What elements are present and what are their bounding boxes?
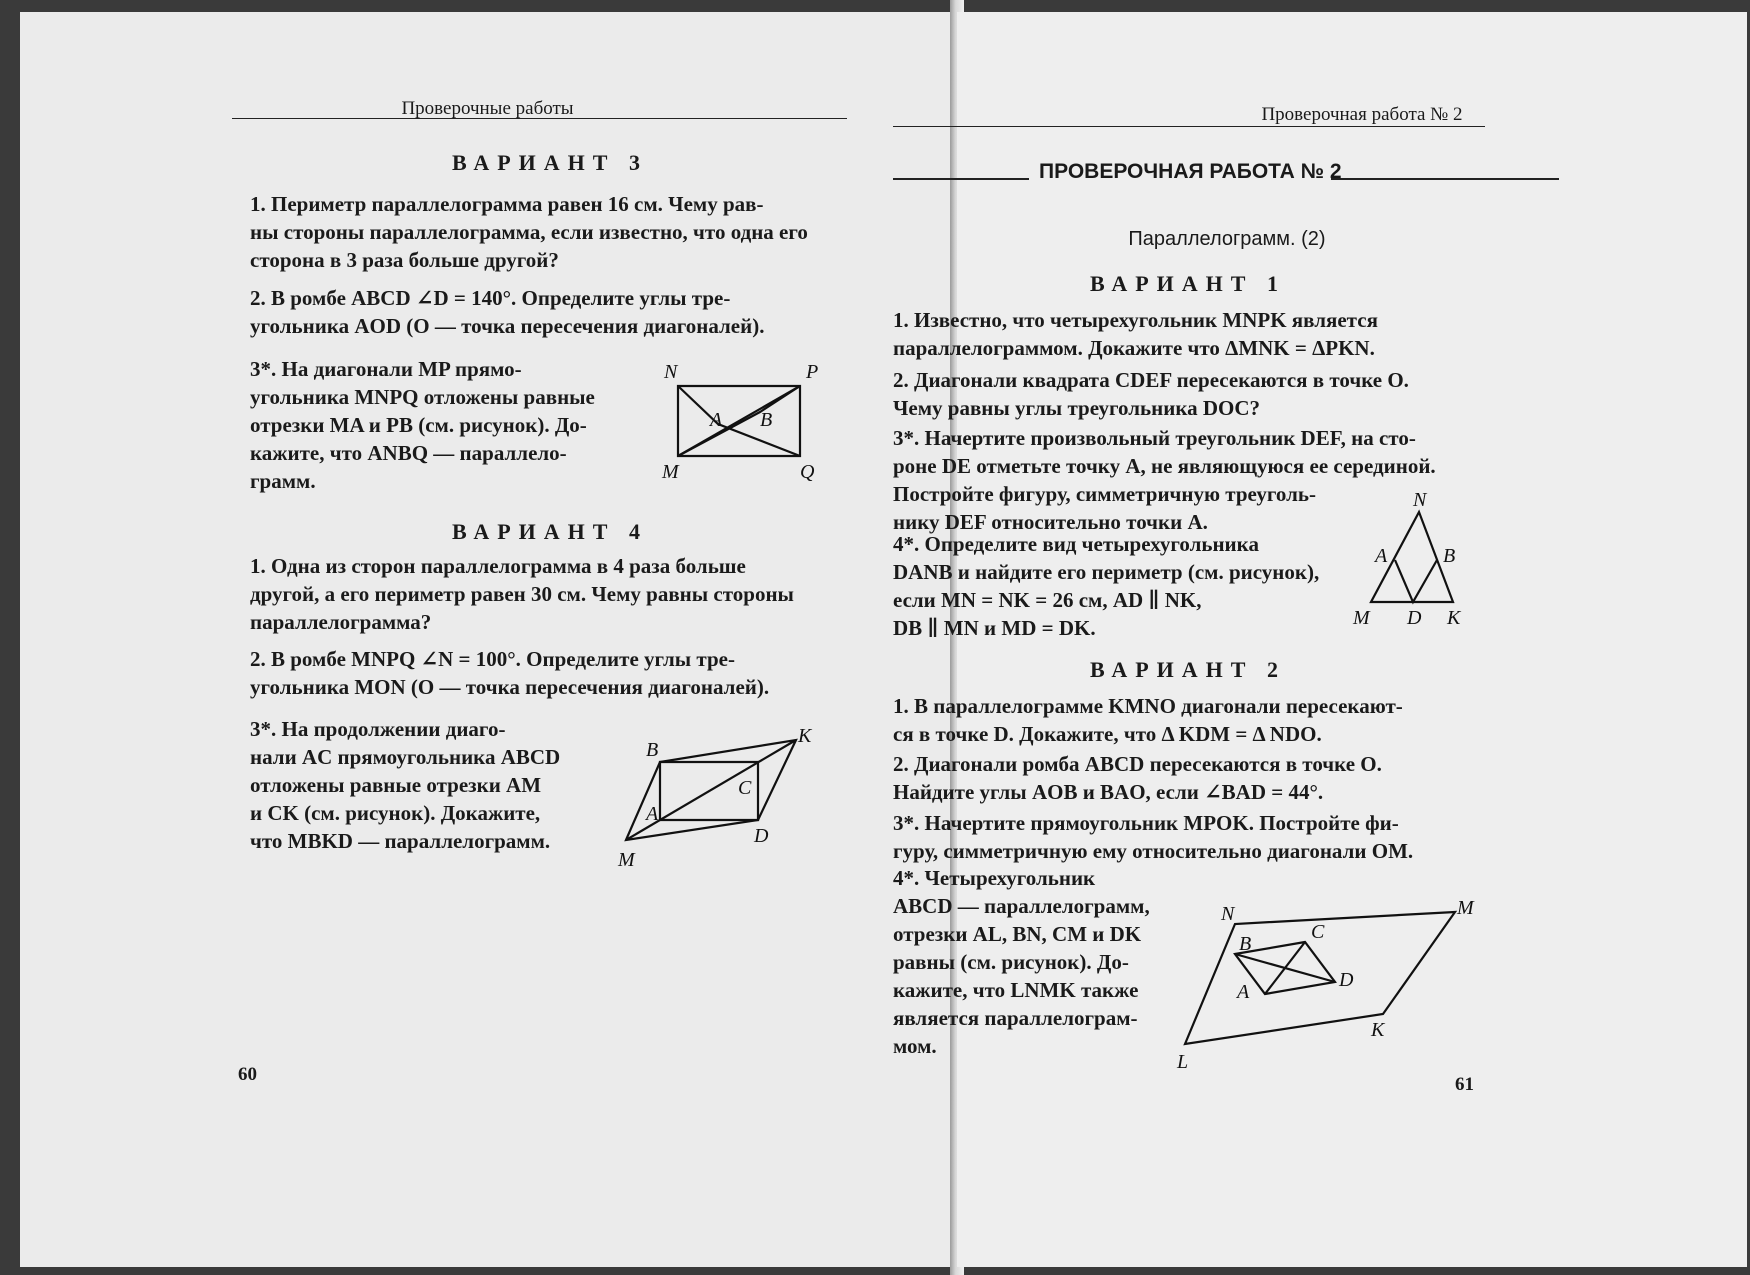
v3-p3-line: 3*. На диагонали MP прямо- xyxy=(250,357,522,381)
r-v1-problem1 xyxy=(893,306,1378,362)
v4-p3-line: что MBKD — параллелограмм. xyxy=(250,829,551,853)
r-v2-p3-line: гуру, симметричную ему относительно диагонали OM. xyxy=(893,839,1414,863)
r-v2-problem2 xyxy=(893,750,1382,806)
left-page xyxy=(20,12,955,1267)
v3-p3-line: угольника MNPQ отложены равные xyxy=(250,385,595,409)
label-k: K xyxy=(1447,607,1461,629)
r-v2-problem1 xyxy=(893,692,1403,748)
v3-p3-line: отрезки MA и PB (см. рисунок). До- xyxy=(250,413,587,437)
r-v2-p4-line: ABCD — параллелограмм, xyxy=(893,894,1150,918)
left-page-number: 60 xyxy=(238,1064,257,1085)
r-v1-p1-line: 1. Известно, что четырехугольник MNPK является xyxy=(893,308,1378,332)
label-c: C xyxy=(738,777,752,799)
v4-figure-rectangle-abcd xyxy=(608,720,843,880)
r-v1-p1-line: параллелограммом. Докажите что ΔMNK = ΔPKN. xyxy=(893,336,1375,360)
label-k: K xyxy=(798,725,812,747)
v4-p1-line: 1. Одна из сторон параллелограмма в 4 раза больше xyxy=(250,554,746,578)
label-a: A xyxy=(646,803,659,825)
label-l: L xyxy=(1177,1051,1189,1073)
r-v2-p2-line: 2. Диагонали ромба ABCD пересекаются в точке O. xyxy=(893,752,1382,776)
label-b: B xyxy=(646,739,659,761)
label-b: B xyxy=(1443,545,1456,567)
label-b: B xyxy=(760,409,773,431)
variant3-title: ВАРИАНТ 3 xyxy=(452,150,648,175)
r-v2-p1-line: 1. В параллелограмме KMNO диагонали пересекают- xyxy=(893,694,1403,718)
v4-problem2 xyxy=(250,645,769,701)
v4-problem3 xyxy=(250,715,560,855)
v3-figure-rectangle-mnpq xyxy=(660,352,855,482)
label-n: N xyxy=(1221,903,1235,925)
v3-p3-line: кажите, что ANBQ — параллело- xyxy=(250,441,567,465)
label-d: D xyxy=(1339,969,1354,991)
left-header: Проверочные работы xyxy=(401,98,574,119)
v3-p2-line: угольника AOD (O — точка пересечения диагоналей). xyxy=(250,314,765,338)
r-v2-problem4 xyxy=(893,864,1150,1060)
r-v2-p2-line: Найдите углы AOB и BAO, если ∠BAD = 44°. xyxy=(893,780,1324,804)
r-v1-problem2 xyxy=(893,366,1409,422)
r-v2-p4-line: мом. xyxy=(893,1034,937,1058)
label-m: M xyxy=(662,461,679,483)
v4-p3-line: 3*. На продолжении диаго- xyxy=(250,717,506,741)
right-page-number: 61 xyxy=(1455,1074,1474,1095)
right-header-rule xyxy=(893,126,1485,127)
r-v2-p1-line: ся в точке D. Докажите, что Δ KDM = Δ NDO. xyxy=(893,722,1322,746)
segments-adb xyxy=(1395,560,1437,602)
label-m: M xyxy=(1353,607,1370,629)
label-a: A xyxy=(1375,545,1388,567)
r-v1-p3-line: 3*. Начертите произвольный треугольник DEF, на сто- xyxy=(893,426,1416,450)
r-v1-p4-line: DANB и найдите его периметр (см. рисунок), xyxy=(893,560,1320,584)
left-header-rule xyxy=(232,118,847,119)
label-d: D xyxy=(754,825,769,847)
v3-p2-line: 2. В ромбе ABCD ∠D = 140°. Определите углы тре- xyxy=(250,286,731,310)
r-v2-p4-line: является параллелограм- xyxy=(893,1006,1138,1030)
r-v1-p3-line: Постройте фигуру, симметричную треуголь- xyxy=(893,482,1316,506)
r-v1-p4-line: DB ∥ MN и MD = DK. xyxy=(893,616,1096,640)
r-v2-problem3 xyxy=(893,809,1413,865)
label-q: Q xyxy=(800,461,815,483)
label-n: N xyxy=(1413,489,1427,511)
v4-p1-line: другой, а его периметр равен 30 см. Чему равны стороны xyxy=(250,582,794,606)
v4-p3-line: отложены равные отрезки AM xyxy=(250,773,542,797)
label-m: M xyxy=(618,849,635,871)
v3-p1-line: 1. Периметр параллелограмма равен 16 см. Чему рав- xyxy=(250,192,764,216)
r-v1-p3-line: нику DEF относительно точки A. xyxy=(893,510,1208,534)
variant2-title: ВАРИАНТ 2 xyxy=(1090,657,1286,682)
section-title: ПРОВЕРОЧНАЯ РАБОТА № 2 xyxy=(1039,160,1342,183)
label-a: A xyxy=(710,409,723,431)
v4-p1-line: параллелограмма? xyxy=(250,610,432,634)
v3-problem3 xyxy=(250,355,595,495)
r-v1-p4-line: 4*. Определите вид четырехугольника xyxy=(893,532,1259,556)
variant1-title: ВАРИАНТ 1 xyxy=(1090,271,1286,296)
section-rule-right xyxy=(1331,178,1559,180)
right-header: Проверочная работа № 2 xyxy=(1261,104,1463,125)
r-v1-p3-line: роне DE отметьте точку A, не являющуюся ее серединой. xyxy=(893,454,1436,478)
label-c: C xyxy=(1311,921,1325,943)
v4-p2-line: угольника MON (O — точка пересечения диагоналей). xyxy=(250,675,770,699)
r-v2-figure-parallelograms xyxy=(1165,874,1485,1074)
v3-p1-line: сторона в 3 раза больше другой? xyxy=(250,248,559,272)
v3-p1-line: ны стороны параллелограмма, если известно, что одна его xyxy=(250,220,808,244)
r-v2-p3-line: 3*. Начертите прямоугольник MPOK. Постройте фи- xyxy=(893,811,1399,835)
v4-p3-line: и CK (см. рисунок). Докажите, xyxy=(250,801,541,825)
r-v1-p4-line: если MN = NK = 26 см, AD ∥ NK, xyxy=(893,588,1202,612)
r-v2-p4-line: отрезки AL, BN, CM и DK xyxy=(893,922,1142,946)
v4-problem1 xyxy=(250,552,794,636)
right-page xyxy=(893,12,1747,1267)
label-k: K xyxy=(1371,1019,1385,1041)
v4-p3-line: нали AC прямоугольника ABCD xyxy=(250,745,561,769)
r-v2-p4-line: равны (см. рисунок). До- xyxy=(893,950,1129,974)
label-p: P xyxy=(806,361,819,383)
r-v1-p2-line: Чему равны углы треугольника DOC? xyxy=(893,396,1261,420)
v4-p2-line: 2. В ромбе MNPQ ∠N = 100°. Определите углы тре- xyxy=(250,647,735,671)
v3-problem1 xyxy=(250,190,808,274)
line-ca xyxy=(1265,942,1305,994)
r-v2-p4-line: 4*. Четырехугольник xyxy=(893,866,1096,890)
r-v1-problem4 xyxy=(893,530,1319,642)
label-m: M xyxy=(1457,897,1474,919)
r-v2-p4-line: кажите, что LNMK также xyxy=(893,978,1139,1002)
label-b: B xyxy=(1239,933,1252,955)
v3-p3-line: грамм. xyxy=(250,469,316,493)
label-d: D xyxy=(1407,607,1422,629)
section-rule-left xyxy=(893,178,1029,180)
label-a: A xyxy=(1237,981,1250,1003)
variant4-title: ВАРИАНТ 4 xyxy=(452,519,648,544)
r-v1-p2-line: 2. Диагонали квадрата CDEF пересекаются в точке O. xyxy=(893,368,1409,392)
r-v1-figure-triangle-mnk xyxy=(1349,482,1469,632)
label-n: N xyxy=(664,361,678,383)
v3-problem2 xyxy=(250,284,764,340)
subtitle: Параллелограмм. (2) xyxy=(1128,228,1326,250)
